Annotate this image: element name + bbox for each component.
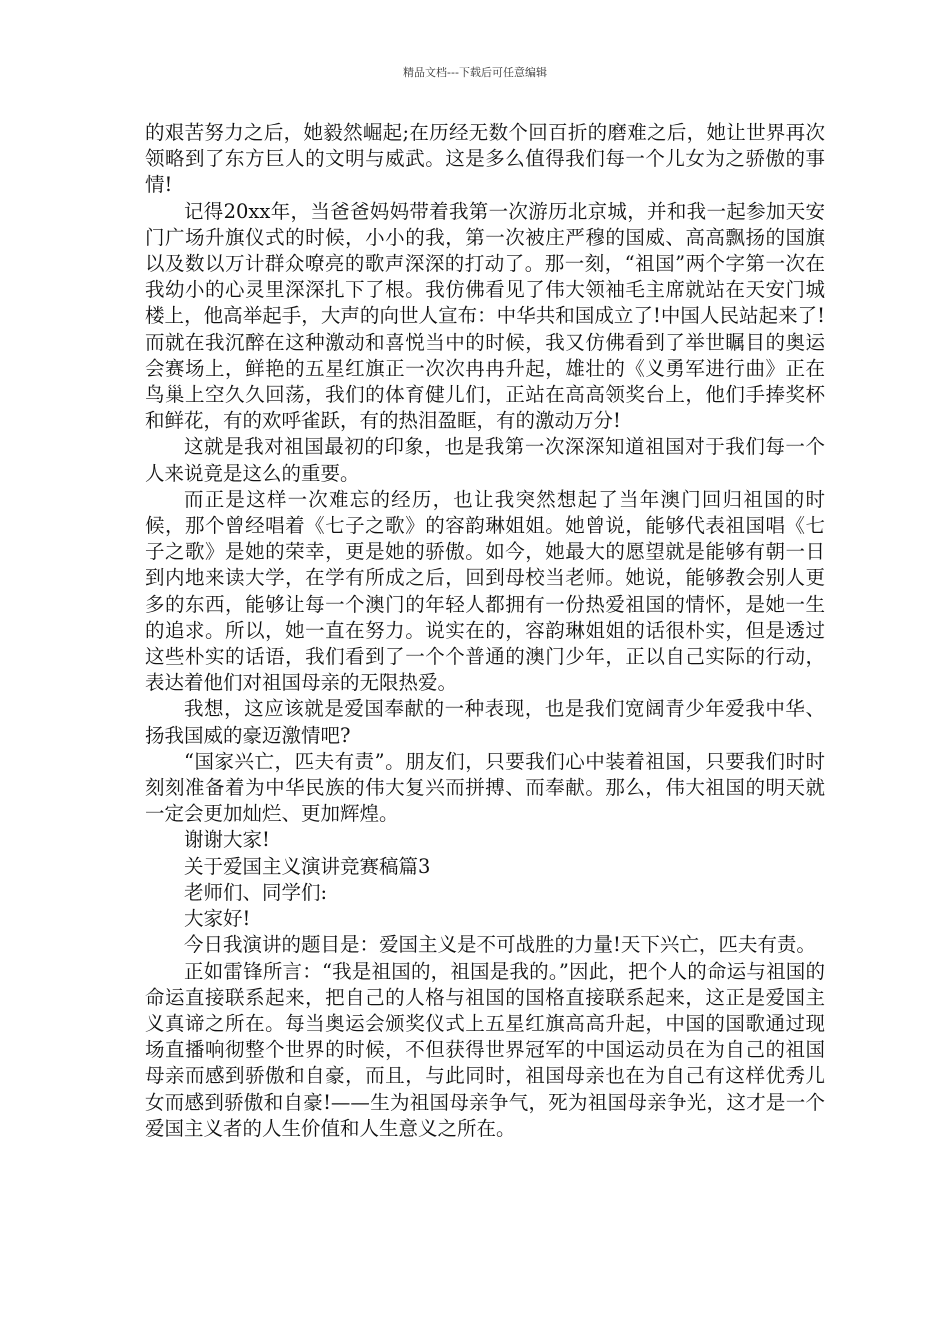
salutation: 老师们、同学们: (184, 880, 328, 904)
paragraph-1: 的艰苦努力之后，她毅然崛起;在历经无数个回百折的磨难之后，她让世界再次领略到了东方巨人的文明与威武。这是多么值得我们每一个儿女为之骄傲的事情! (145, 121, 825, 197)
paragraph-7: 今日我演讲的题目是：爱国主义是不可战胜的力量!天下兴亡，匹夫有责。 (184, 933, 816, 957)
paragraph-8: 正如雷锋所言：“我是祖国的，祖国是我的。”因此，把个人的命运与祖国的命运直接联系起来，把自己的人格与祖国的国格直接联系起来，这正是爱国主义真谛之所在。每当奥运会颁奖仪式上五星红旗高高升起，中国的国歌通过现场直播响彻整个世界的时候，不但获得世界冠军的中国运动员在为自己的祖国母亲而感到骄傲和自豪，而且，与此同时，祖国母亲也在为自己有这样优秀儿女而感到骄傲和自豪!——生为祖国母亲争气，死为祖国母亲争光，这才是一个爱国主义者的人生价值和人生意义之所在。 (145, 959, 825, 1140)
paragraph-3: 这就是我对祖国最初的印象，也是我第一次深深知道祖国对于我们每一个人来说竟是这么的重要。 (145, 435, 825, 485)
paragraph-2: 记得20xx年，当爸爸妈妈带着我第一次游历北京城，并和我一起参加天安门广场升旗仪式的时候，小小的我，第一次被庄严穆的国威、高高飘扬的国旗以及数以万计群众嘹亮的歌声深深的打动了。那一刻，“祖国”两个字第一次在我幼小的心灵里深深扎下了根。我仿佛看见了伟大领袖毛主席就站在天安门城楼上，他高举起手，大声的向世人宣布：中华共和国成立了!中国人民站起来了!而就在我沉醉在这种激动和喜悦当中的时候，我又仿佛看到了举世瞩目的奥运会赛场上，鲜艳的五星红旗正一次次冉冉升起，雄壮的《义勇军进行曲》正在鸟巢上空久久回荡，我们的体育健儿们，正站在高高领奖台上，他们手捧奖杯和鲜花，有的欢呼雀跃，有的热泪盈眶，有的激动万分! (145, 199, 825, 433)
paragraph-5: 我想，这应该就是爱国奉献的一种表现，也是我们宽阔青少年爱我中华、扬我国威的豪迈激情吧? (145, 697, 825, 747)
document-body (145, 120, 825, 1142)
page-header: 精品文档---下载后可任意编辑 (403, 66, 547, 79)
closing-thanks: 谢谢大家! (184, 828, 270, 852)
section-title: 关于爱国主义演讲竞赛稿篇3 (184, 854, 431, 878)
paragraph-6: “国家兴亡，匹夫有责”。朋友们，只要我们心中装着祖国，只要我们时时刻刻准备着为中华民族的伟大复兴而拼搏、而奉献。那么，伟大祖国的明天就一定会更加灿烂、更加辉煌。 (145, 749, 825, 826)
paragraph-4: 而正是这样一次难忘的经历，也让我突然想起了当年澳门回归祖国的时候，那个曾经唱着《七子之歌》的容韵琳姐姐。她曾说，能够代表祖国唱《七子之歌》是她的荣幸，更是她的骄傲。如今，她最大的愿望就是能够有朝一日到内地来读大学，在学有所成之后，回到母校当老师。她说，能够教会别人更多的东西，能够让每一个澳门的年轻人都拥有一份热爱祖国的情怀，是她一生的追求。所以，她一直在努力。说实在的，容韵琳姐姐的话很朴实，但是透过这些朴实的话语，我们看到了一个个普通的澳门少年，正以自己实际的行动，表达着他们对祖国母亲的无限热爱。 (145, 487, 825, 695)
greeting: 大家好! (184, 907, 251, 931)
